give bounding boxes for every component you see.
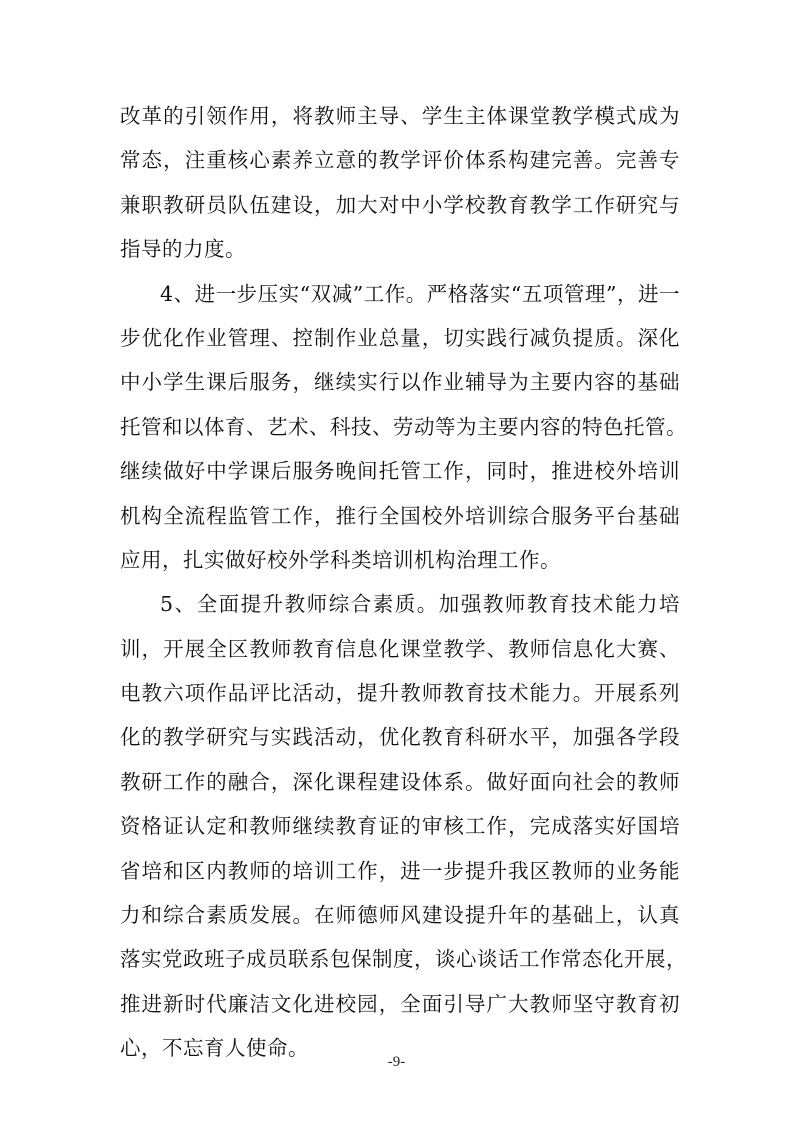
text-line: 改革的引领作用，将教师主导、学生主体课堂教学模式成为: [120, 104, 680, 128]
body-text: [120, 94, 687, 1071]
text-line: 资格证认定和教师继续教育证的审核工作，完成落实好国培: [120, 814, 680, 839]
text-line: 兼职教研员队伍建设，加大对中小学校教育教学工作研究与: [120, 192, 680, 217]
text-line: 电教六项作品评比活动，提升教师教育技术能力。开展系列: [120, 681, 680, 706]
text-line: 教研工作的融合，深化课程建设体系。做好面向社会的教师: [120, 769, 680, 794]
text-line: 步优化作业管理、控制作业总量，切实践行减负提质。深化: [120, 325, 680, 350]
text-line: 训，开展全区教师教育信息化课堂教学、教师信息化大赛、: [120, 636, 680, 661]
text-line: 落实党政班子成员联系包保制度，谈心谈话工作常态化开展，: [120, 947, 687, 972]
text-line: 应用，扎实做好校外学科类培训机构治理工作。: [120, 547, 561, 572]
text-line: 托管和以体育、艺术、科技、劳动等为主要内容的特色托管。: [120, 414, 687, 439]
text-line: 指导的力度。: [120, 237, 246, 262]
paragraph-5-start: 5、全面提升教师综合素质。加强教师教育技术能力培: [160, 592, 680, 617]
text-line: 化的教学研究与实践活动，优化教育科研水平，加强各学段: [120, 725, 680, 750]
text-line: 中小学生课后服务，继续实行以作业辅导为主要内容的基础: [120, 370, 680, 395]
text-line: 心，不忘育人使命。: [120, 1036, 309, 1061]
text-line: 力和综合素质发展。在师德师风建设提升年的基础上，认真: [120, 903, 680, 928]
text-line: 机构全流程监管工作，推行全国校外培训综合服务平台基础: [120, 503, 680, 528]
text-line: 推进新时代廉洁文化进校园，全面引导广大教师坚守教育初: [120, 991, 680, 1016]
text-line: 省培和区内教师的培训工作，进一步提升我区教师的业务能: [120, 858, 680, 883]
text-line: 常态，注重核心素养立意的教学评价体系构建完善。完善专: [120, 148, 680, 173]
text-line: 继续做好中学课后服务晚间托管工作，同时，推进校外培训: [120, 459, 680, 484]
paragraph-4-start: 4、进一步压实“双减”工作。严格落实“五项管理”，进一: [160, 281, 680, 306]
page-number: -9-: [387, 1054, 406, 1070]
